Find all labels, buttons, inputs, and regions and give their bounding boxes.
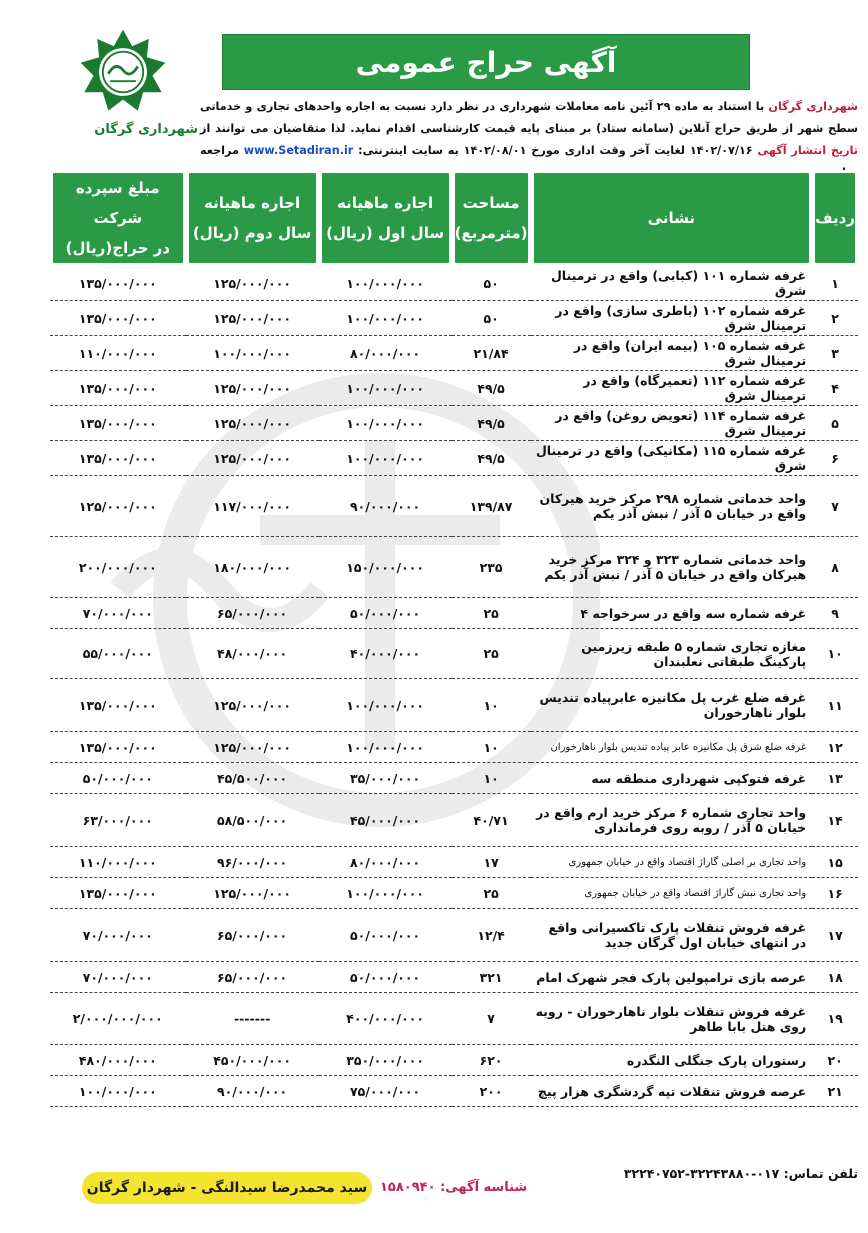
contact-phone: تلفن تماس: ۰۱۷-۳۲۲۴۳۸۸۰-۳۲۲۴۰۷۵۲ xyxy=(623,1166,858,1181)
row-deposit: ۱۳۵/۰۰۰/۰۰۰ xyxy=(50,266,186,301)
municipality-logo xyxy=(48,26,198,137)
table-row xyxy=(50,266,858,301)
row-address: غرفه شماره ۱۰۲ (باطری سازی) واقع در ترمینال شرق xyxy=(531,301,813,336)
row-rent-year2: ۴۵۰/۰۰۰/۰۰۰ xyxy=(186,1045,319,1076)
row-deposit: ۱۱۰/۰۰۰/۰۰۰ xyxy=(50,336,186,371)
row-address: غرفه شماره ۱۱۲ (تعمیرگاه) واقع در ترمینال شرق xyxy=(531,371,813,406)
table-row xyxy=(50,441,858,476)
row-rent-year2: ۱۲۵/۰۰۰/۰۰۰ xyxy=(186,371,319,406)
row-rent-year1: ۴۵/۰۰۰/۰۰۰ xyxy=(319,794,452,847)
row-rent-year1: ۱۵۰/۰۰۰/۰۰۰ xyxy=(319,537,452,598)
row-deposit: ۲/۰۰۰/۰۰۰/۰۰۰ xyxy=(50,993,186,1045)
row-area: ۵۰ xyxy=(452,301,531,336)
row-deposit: ۱۳۵/۰۰۰/۰۰۰ xyxy=(50,679,186,732)
row-area: ۱۰ xyxy=(452,763,531,794)
row-area: ۴۰/۷۱ xyxy=(452,794,531,847)
gorgan-municipality-emblem-icon xyxy=(77,26,169,118)
row-deposit: ۱۳۵/۰۰۰/۰۰۰ xyxy=(50,371,186,406)
table-row xyxy=(50,763,858,794)
row-index: ۲۰ xyxy=(812,1045,858,1076)
header-idx: ردیف xyxy=(812,170,858,266)
row-index: ۷ xyxy=(812,476,858,537)
row-index: ۱۷ xyxy=(812,909,858,962)
row-address: غرفه شماره ۱۰۵ (بیمه ایران) واقع در ترمینال شرق xyxy=(531,336,813,371)
row-index: ۱۸ xyxy=(812,962,858,993)
row-address: عرصه بازی ترامپولین پارک فجر شهرک امام xyxy=(531,962,813,993)
row-area: ۱۳۹/۸۷ xyxy=(452,476,531,537)
row-rent-year1: ۱۰۰/۰۰۰/۰۰۰ xyxy=(319,441,452,476)
table-row xyxy=(50,537,858,598)
row-rent-year1: ۵۰/۰۰۰/۰۰۰ xyxy=(319,962,452,993)
intro-text-1: با استناد به ماده ۲۹ آئین نامه معاملات شهرداری در نظر دارد نسبت به اجاره واحدهای تجاری و خدماتی سطح شهر از طریق حراج آنلاین (سامانه ستاد) بر مبنای پایه قیمت کارشناسی اقدام نماید. لذا متقاضیان می توانند از xyxy=(200,100,858,135)
row-area: ۴۹/۵ xyxy=(452,406,531,441)
row-rent-year1: ۱۰۰/۰۰۰/۰۰۰ xyxy=(319,371,452,406)
row-area: ۲۵ xyxy=(452,598,531,629)
row-rent-year1: ۳۵/۰۰۰/۰۰۰ xyxy=(319,763,452,794)
row-area: ۲۰۰ xyxy=(452,1076,531,1107)
row-rent-year1: ۱۰۰/۰۰۰/۰۰۰ xyxy=(319,878,452,909)
row-area: ۴۹/۵ xyxy=(452,371,531,406)
header-address: نشانی xyxy=(531,170,813,266)
table-row xyxy=(50,336,858,371)
row-rent-year2: ۱۲۵/۰۰۰/۰۰۰ xyxy=(186,732,319,763)
intro-brand: شهرداری گرگان xyxy=(768,100,858,113)
row-index: ۱۴ xyxy=(812,794,858,847)
row-deposit: ۷۰/۰۰۰/۰۰۰ xyxy=(50,962,186,993)
row-rent-year2: ۱۲۵/۰۰۰/۰۰۰ xyxy=(186,679,319,732)
row-area: ۳۲۱ xyxy=(452,962,531,993)
table-row xyxy=(50,629,858,679)
row-area: ۱۷ xyxy=(452,847,531,878)
row-deposit: ۱۲۵/۰۰۰/۰۰۰ xyxy=(50,476,186,537)
title-banner xyxy=(222,34,750,90)
row-address: غرفه شماره ۱۰۱ (کبابی) واقع در ترمینال شرق xyxy=(531,266,813,301)
row-deposit: ۶۳/۰۰۰/۰۰۰ xyxy=(50,794,186,847)
row-deposit: ۲۰۰/۰۰۰/۰۰۰ xyxy=(50,537,186,598)
table-row xyxy=(50,878,858,909)
intro-highlight: تاریخ انتشار آگهی xyxy=(757,144,858,157)
table-row xyxy=(50,993,858,1045)
row-rent-year1: ۸۰/۰۰۰/۰۰۰ xyxy=(319,847,452,878)
row-index: ۴ xyxy=(812,371,858,406)
row-area: ۷ xyxy=(452,993,531,1045)
row-rent-year2: ۴۵/۵۰۰/۰۰۰ xyxy=(186,763,319,794)
row-address: غرفه ضلع شرق پل مکانیزه عابر پیاده تندیس بلوار ناهارخوران xyxy=(531,732,813,763)
row-area: ۱۰ xyxy=(452,679,531,732)
row-rent-year1: ۴۰۰/۰۰۰/۰۰۰ xyxy=(319,993,452,1045)
row-deposit: ۱۱۰/۰۰۰/۰۰۰ xyxy=(50,847,186,878)
row-rent-year2: ۶۵/۰۰۰/۰۰۰ xyxy=(186,909,319,962)
row-deposit: ۱۳۵/۰۰۰/۰۰۰ xyxy=(50,441,186,476)
intro-text-2: ۱۴۰۲/۰۷/۱۶ لغایت آخر وقت اداری مورخ ۱۴۰۲/۰۸/۰۱ به سایت اینترنتی: xyxy=(353,144,758,157)
row-address: غرفه شماره سه واقع در سرخواجه ۴ xyxy=(531,598,813,629)
row-area: ۲۱/۸۴ xyxy=(452,336,531,371)
row-address: واحد تجاری نبش گاراژ اقتصاد واقع در خیابان جمهوری xyxy=(531,878,813,909)
row-rent-year1: ۱۰۰/۰۰۰/۰۰۰ xyxy=(319,301,452,336)
table-row xyxy=(50,679,858,732)
row-rent-year1: ۱۰۰/۰۰۰/۰۰۰ xyxy=(319,266,452,301)
table-row xyxy=(50,476,858,537)
ad-id: شناسه آگهی: ۱۵۸۰۹۴۰ xyxy=(380,1180,528,1195)
table-row xyxy=(50,794,858,847)
row-deposit: ۱۳۵/۰۰۰/۰۰۰ xyxy=(50,732,186,763)
table-row xyxy=(50,962,858,993)
row-address: واحد خدماتی شماره ۳۲۳ و ۳۲۴ مرکز خرید هیرکان واقع در خیابان ۵ آذر / نبش آذر یکم xyxy=(531,537,813,598)
row-rent-year2: ۱۸۰/۰۰۰/۰۰۰ xyxy=(186,537,319,598)
row-index: ۹ xyxy=(812,598,858,629)
row-rent-year2: ۱۲۵/۰۰۰/۰۰۰ xyxy=(186,266,319,301)
row-deposit: ۵۵/۰۰۰/۰۰۰ xyxy=(50,629,186,679)
row-index: ۵ xyxy=(812,406,858,441)
mayor-signature: سید محمدرضا سیدالنگی - شهردار گرگان xyxy=(82,1172,372,1204)
table-row xyxy=(50,847,858,878)
row-deposit: ۵۰/۰۰۰/۰۰۰ xyxy=(50,763,186,794)
row-index: ۶ xyxy=(812,441,858,476)
row-rent-year2: ۶۵/۰۰۰/۰۰۰ xyxy=(186,598,319,629)
row-area: ۵۰ xyxy=(452,266,531,301)
row-address: غرفه فروش تنقلات پارک تاکسیرانی واقع در انتهای خیابان اول گرگان جدید xyxy=(531,909,813,962)
row-index: ۱۹ xyxy=(812,993,858,1045)
row-rent-year2: ۶۵/۰۰۰/۰۰۰ xyxy=(186,962,319,993)
row-rent-year2: ۱۲۵/۰۰۰/۰۰۰ xyxy=(186,878,319,909)
row-rent-year1: ۷۵/۰۰۰/۰۰۰ xyxy=(319,1076,452,1107)
row-address: غرفه فروش تنقلات بلوار ناهارخوران - روبه روی هتل بابا طاهر xyxy=(531,993,813,1045)
table-header-row xyxy=(50,170,858,266)
row-index: ۱۳ xyxy=(812,763,858,794)
row-rent-year1: ۳۵۰/۰۰۰/۰۰۰ xyxy=(319,1045,452,1076)
row-rent-year1: ۵۰/۰۰۰/۰۰۰ xyxy=(319,909,452,962)
row-index: ۲۱ xyxy=(812,1076,858,1107)
table-row xyxy=(50,1045,858,1076)
setadiran-link[interactable]: www.Setadiran.ir xyxy=(243,144,354,157)
row-address: غرفه شماره ۱۱۵ (مکانیکی) واقع در ترمینال شرق xyxy=(531,441,813,476)
table-row xyxy=(50,406,858,441)
logo-name: شهرداری گرگان xyxy=(94,122,198,137)
row-index: ۸ xyxy=(812,537,858,598)
row-deposit: ۱۳۵/۰۰۰/۰۰۰ xyxy=(50,406,186,441)
table-row xyxy=(50,1076,858,1107)
row-address: واحد تجاری بر اصلی گاراژ اقتصاد واقع در خیابان جمهوری xyxy=(531,847,813,878)
auction-table xyxy=(50,170,858,1107)
row-area: ۴۹/۵ xyxy=(452,441,531,476)
page-title: آگهی حراج عمومی xyxy=(355,45,617,79)
header-rent-year1: اجاره ماهیانه سال اول (ریال) xyxy=(319,170,452,266)
row-address: غرفه شماره ۱۱۴ (تعویض روغن) واقع در ترمینال شرق xyxy=(531,406,813,441)
row-rent-year2: ۱۲۵/۰۰۰/۰۰۰ xyxy=(186,301,319,336)
row-rent-year1: ۱۰۰/۰۰۰/۰۰۰ xyxy=(319,679,452,732)
row-rent-year2: ۱۱۷/۰۰۰/۰۰۰ xyxy=(186,476,319,537)
row-area: ۲۳۵ xyxy=(452,537,531,598)
header-deposit: مبلغ سپرده شرکت در حراج(ریال) xyxy=(50,170,186,266)
row-rent-year2: ۹۰/۰۰۰/۰۰۰ xyxy=(186,1076,319,1107)
row-deposit: ۱۳۵/۰۰۰/۰۰۰ xyxy=(50,878,186,909)
row-rent-year2: ۵۸/۵۰۰/۰۰۰ xyxy=(186,794,319,847)
table-row xyxy=(50,371,858,406)
row-address: واحد خدماتی شماره ۲۹۸ مرکز خرید هیرکان واقع در خیابان ۵ آذر / نبش آذر یکم xyxy=(531,476,813,537)
row-index: ۲ xyxy=(812,301,858,336)
row-rent-year1: ۹۰/۰۰۰/۰۰۰ xyxy=(319,476,452,537)
row-address: غرفه فتوکپی شهرداری منطقه سه xyxy=(531,763,813,794)
row-index: ۱۶ xyxy=(812,878,858,909)
row-address: رستوران پارک جنگلی النگدره xyxy=(531,1045,813,1076)
table-row xyxy=(50,598,858,629)
row-rent-year2: ------- xyxy=(186,993,319,1045)
table-row xyxy=(50,909,858,962)
row-deposit: ۴۸۰/۰۰۰/۰۰۰ xyxy=(50,1045,186,1076)
row-rent-year1: ۵۰/۰۰۰/۰۰۰ xyxy=(319,598,452,629)
row-area: ۶۲۰ xyxy=(452,1045,531,1076)
row-area: ۲۵ xyxy=(452,878,531,909)
row-rent-year2: ۴۸/۰۰۰/۰۰۰ xyxy=(186,629,319,679)
row-deposit: ۷۰/۰۰۰/۰۰۰ xyxy=(50,909,186,962)
intro-text-3: مراجعه xyxy=(200,144,239,157)
row-index: ۱۵ xyxy=(812,847,858,878)
row-rent-year2: ۹۶/۰۰۰/۰۰۰ xyxy=(186,847,319,878)
row-rent-year2: ۱۲۵/۰۰۰/۰۰۰ xyxy=(186,406,319,441)
header-area: مساحت (مترمربع) xyxy=(452,170,531,266)
row-area: ۲۵ xyxy=(452,629,531,679)
row-index: ۱۰ xyxy=(812,629,858,679)
row-index: ۱۲ xyxy=(812,732,858,763)
table-row xyxy=(50,301,858,336)
footer xyxy=(50,1166,858,1206)
row-address: غرفه ضلع غرب پل مکانیزه عابرپیاده تندیس بلوار ناهارخوران xyxy=(531,679,813,732)
row-rent-year1: ۱۰۰/۰۰۰/۰۰۰ xyxy=(319,406,452,441)
row-rent-year2: ۱۲۵/۰۰۰/۰۰۰ xyxy=(186,441,319,476)
row-index: ۳ xyxy=(812,336,858,371)
row-area: ۱۲/۴ xyxy=(452,909,531,962)
row-index: ۱ xyxy=(812,266,858,301)
row-address: واحد تجاری شماره ۶ مرکز خرید ارم واقع در خیابان ۵ آذر / روبه روی فرمانداری xyxy=(531,794,813,847)
row-index: ۱۱ xyxy=(812,679,858,732)
row-rent-year2: ۱۰۰/۰۰۰/۰۰۰ xyxy=(186,336,319,371)
row-deposit: ۷۰/۰۰۰/۰۰۰ xyxy=(50,598,186,629)
header-rent-year2: اجاره ماهیانه سال دوم (ریال) xyxy=(186,170,319,266)
row-deposit: ۱۰۰/۰۰۰/۰۰۰ xyxy=(50,1076,186,1107)
row-rent-year1: ۴۰/۰۰۰/۰۰۰ xyxy=(319,629,452,679)
row-rent-year1: ۸۰/۰۰۰/۰۰۰ xyxy=(319,336,452,371)
row-address: مغازه تجاری شماره ۵ طبقه زیرزمین پارکینگ طبقاتی نعلبندان xyxy=(531,629,813,679)
row-rent-year1: ۱۰۰/۰۰۰/۰۰۰ xyxy=(319,732,452,763)
row-area: ۱۰ xyxy=(452,732,531,763)
row-address: عرصه فروش تنقلات تپه گردشگری هزار پیچ xyxy=(531,1076,813,1107)
table-row xyxy=(50,732,858,763)
row-deposit: ۱۳۵/۰۰۰/۰۰۰ xyxy=(50,301,186,336)
